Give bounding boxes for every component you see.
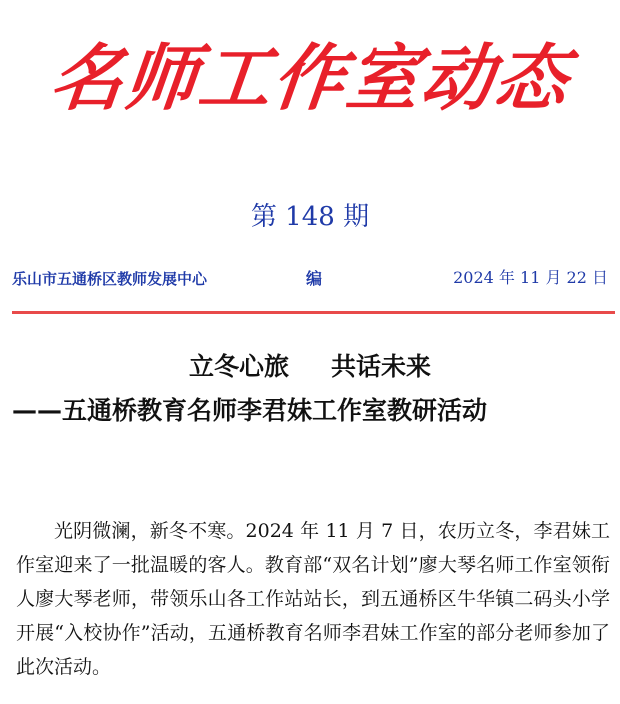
issue-suffix: 期 [343, 202, 370, 232]
article-title-part-1: 立冬心旅 [188, 352, 289, 381]
article-title-part-2: 共话未来 [331, 352, 432, 381]
article-paragraph: 光阴微澜，新冬不寒。2024 年 11 月 7 日，农历立冬，李君妹工作室迎来了一批温暖的客人。教育部“双名计划”廖大琴名师工作室领衔人廖大琴老师，带领乐山各工作站站长，到五通桥区牛华镇二码头小学开展“入校协作”活动，五通桥教育名师李君妹工作室的部分老师参加了此次活动。 [16, 520, 610, 678]
issue-prefix: 第 [250, 202, 277, 232]
publisher-organization: 乐山市五通桥区教师发展中心 [12, 270, 208, 288]
issue-number [0, 200, 620, 234]
publish-date: 2024 年 11 月 22 日 [453, 268, 608, 287]
article-subtitle: ——五通桥教育名师李君妹工作室教研活动 [12, 396, 488, 425]
issue-value: 148 [285, 202, 335, 232]
article-title [0, 350, 620, 384]
edit-label: 编 [306, 269, 323, 288]
masthead-title: 名师工作室动态 [46, 36, 574, 120]
header-divider [12, 311, 615, 314]
